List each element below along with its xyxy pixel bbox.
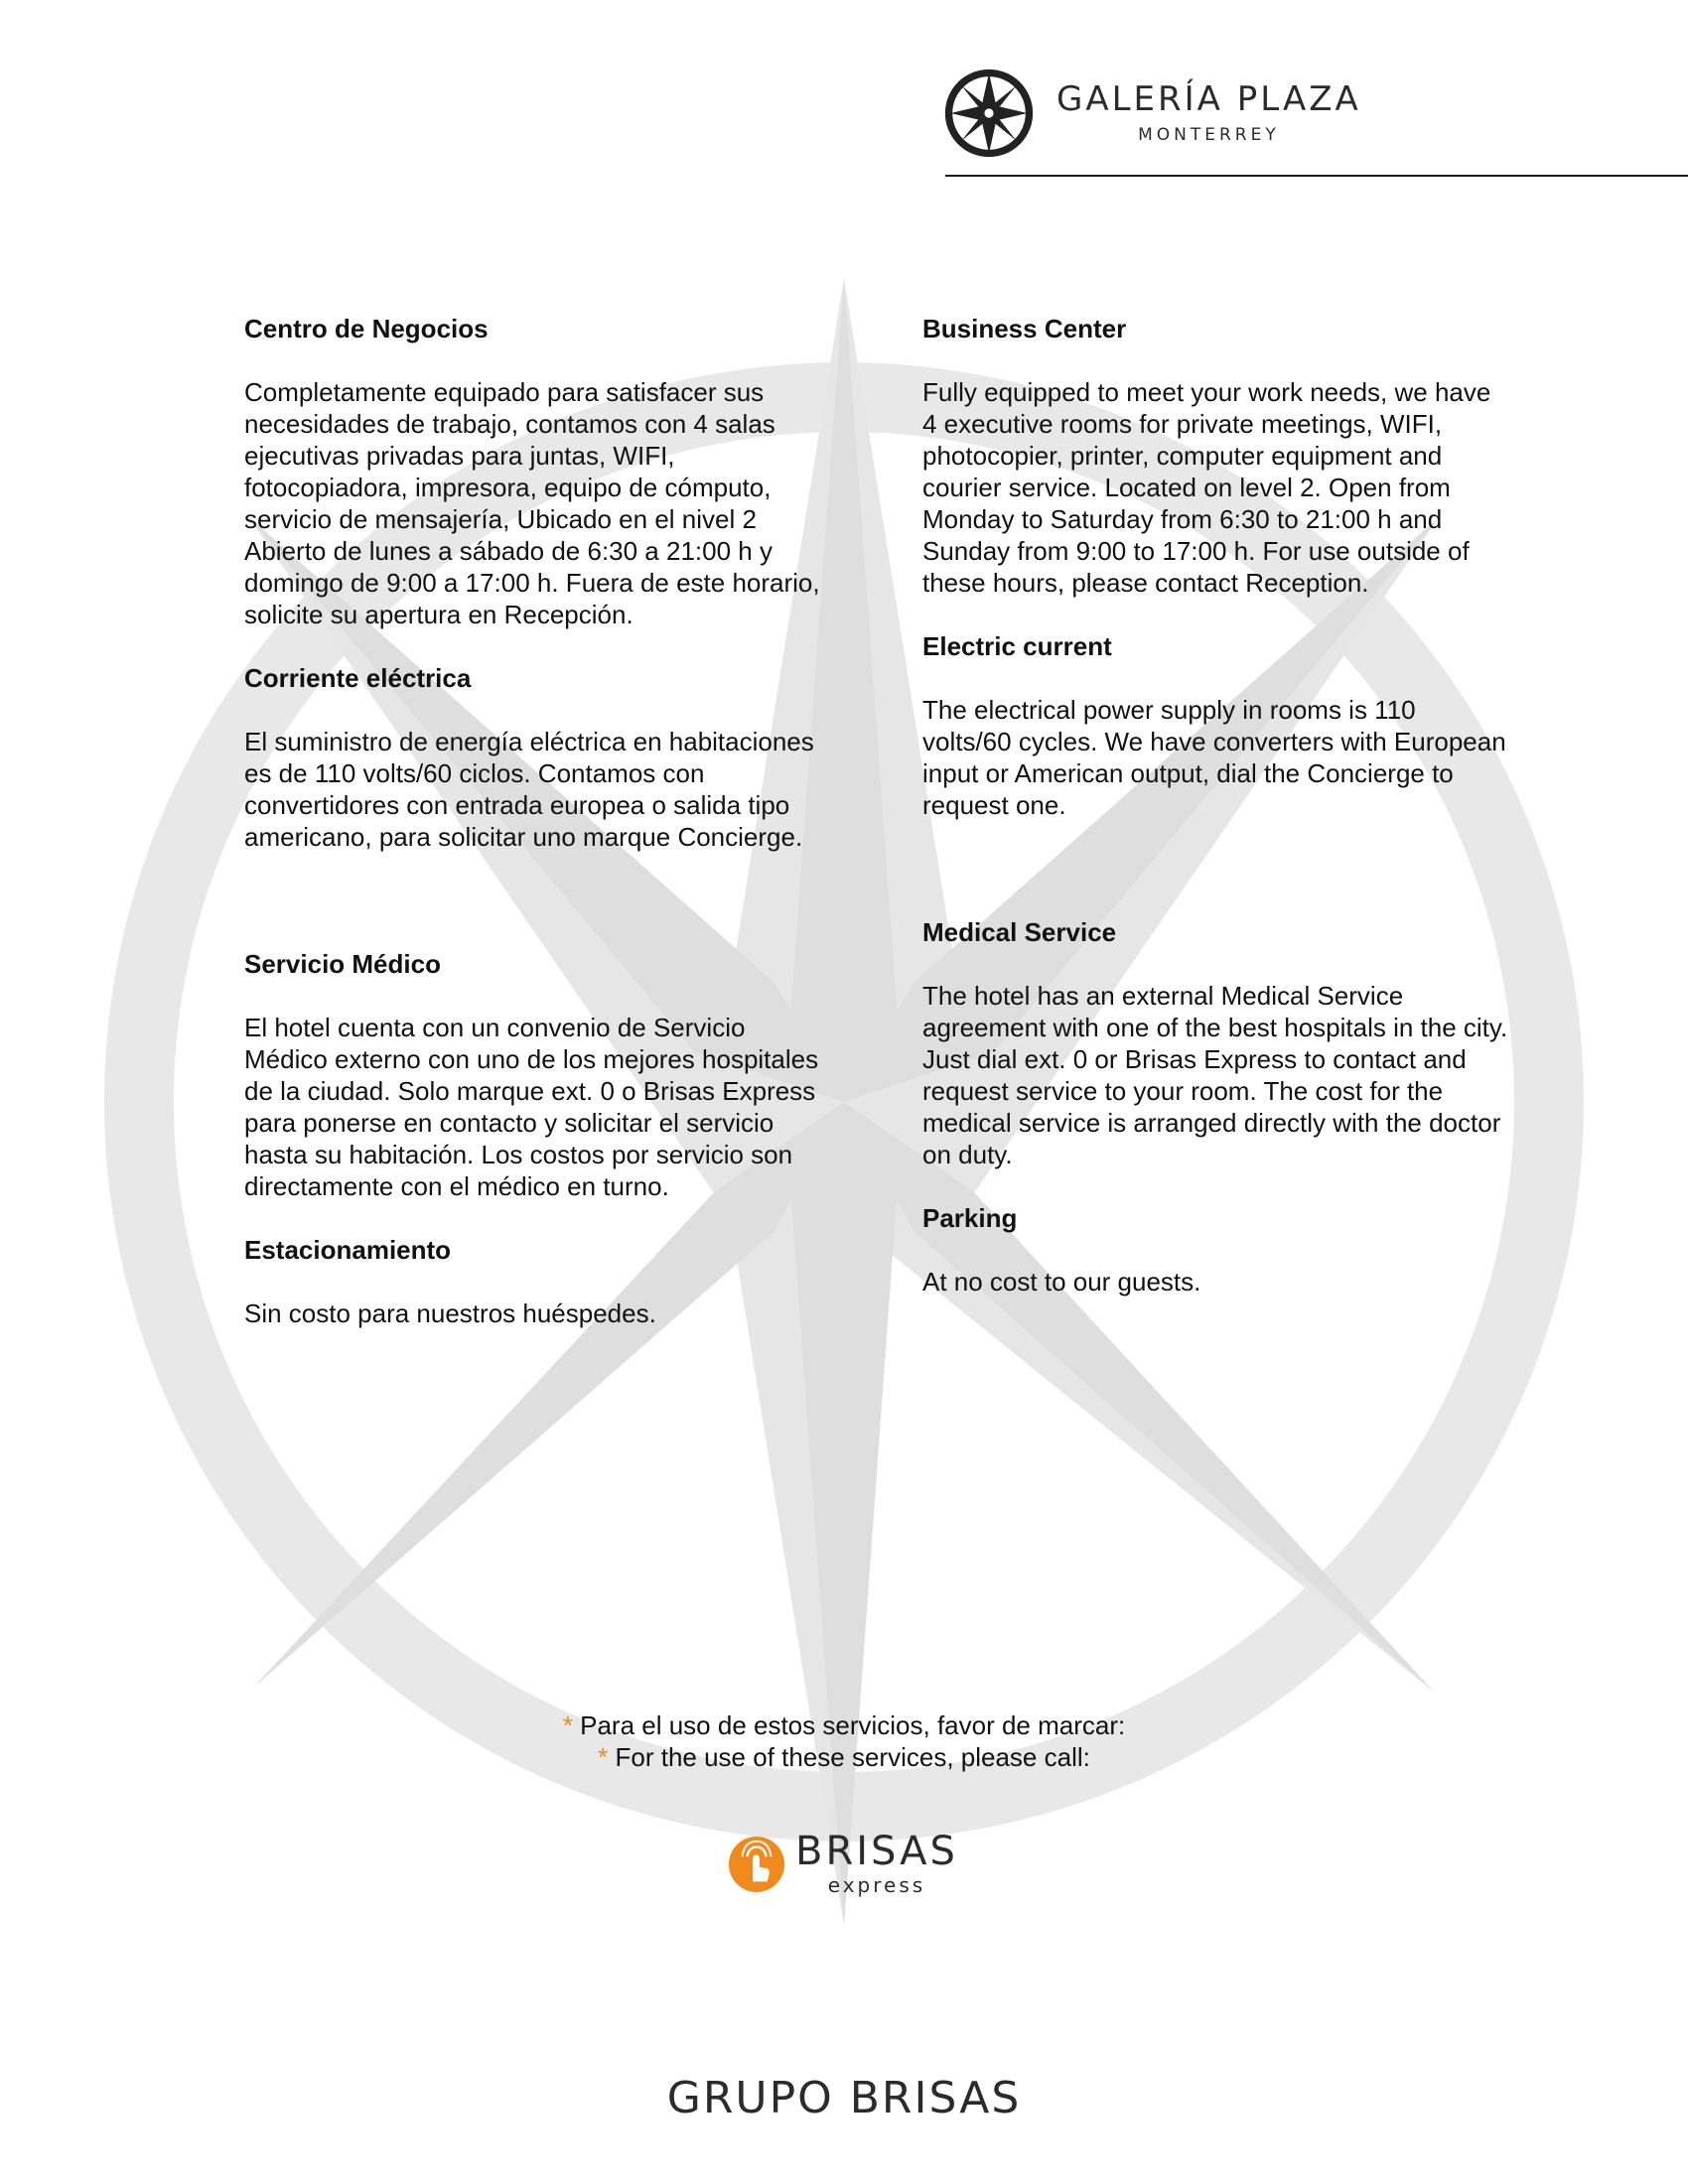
header-divider (945, 175, 1688, 177)
section-text-parking-en: At no cost to our guests. (922, 1267, 1201, 1297)
section-text-business-center-en: Fully equipped to meet your work needs, we have 4 executive rooms for private meetings, WIFI, photocopier, printer, computer equipment and courier service. Located on level 2. Open from Monday to Saturday from 6:30 to 21:00 h and Sunday from 9:00 to 17:00 h. For use outside of these hours, please contact Reception. (922, 377, 1491, 598)
english-column (922, 313, 1508, 1297)
brisas-express-logo (728, 1829, 958, 1897)
brisas-express-name: BRISAS (795, 1829, 958, 1874)
section-title-business-center-es: Centro de Negocios (244, 314, 489, 343)
footnote-spanish (0, 1709, 1688, 1741)
section-text-parking-es: Sin costo para nuestros huéspedes. (244, 1298, 656, 1328)
section-title-medical-es: Servicio Médico (244, 949, 441, 979)
asterisk-marker: * (598, 1742, 609, 1772)
compass-star-icon (943, 68, 1035, 159)
asterisk-marker: * (562, 1710, 573, 1740)
brisas-express-sub: express (827, 1873, 926, 1897)
section-title-parking-en: Parking (922, 1203, 1018, 1233)
galeria-plaza-logo (943, 68, 1361, 159)
section-title-electric-es: Corriente eléctrica (244, 663, 472, 693)
section-text-medical-es: El hotel cuenta con un convenio de Servicio Médico externo con uno de los mejores hospitales de la ciudad. Solo marque ext. 0 o Brisas Express para ponerse en contacto y solicitar el servicio hasta su habitación. Los costos por servicio son directamente con el médico en turno. (244, 1013, 819, 1201)
section-text-business-center-es: Completamente equipado para satisfacer sus necesidades de trabajo, contamos con 4 salas ejecutivas privadas para juntas, WIFI, fotocopiadora, impresora, equipo de cómputo, servicio de mensajería, Ubicado en el nivel 2 Abierto de lunes a sábado de 6:30 a 21:00 h y domingo de 9:00 a 17:00 h. Fuera de este horario, solicite su apertura en Recepción. (244, 377, 820, 629)
section-title-electric-en: Electric current (922, 631, 1112, 661)
brand-name: GALERÍA PLAZA (1056, 79, 1361, 120)
footnote-english-text: For the use of these services, please call: (615, 1742, 1090, 1772)
section-title-parking-es: Estacionamiento (244, 1235, 452, 1265)
grupo-brisas-logo: GRUPO BRISAS (666, 2073, 1022, 2123)
section-text-medical-en: The hotel has an external Medical Service agreement with one of the best hospitals in the city. Just dial ext. 0 or Brisas Express to contact and request service to your room. The cost for the medical service is arranged directly with the doctor on duty. (922, 981, 1508, 1169)
footnote-english (0, 1741, 1688, 1773)
section-title-business-center-en: Business Center (922, 314, 1127, 343)
brand-location: MONTERREY (1138, 124, 1280, 145)
footnote-spanish-text: Para el uso de estos servicios, favor de marcar: (580, 1710, 1126, 1740)
touch-hand-icon (728, 1836, 785, 1893)
footnote (0, 1709, 1688, 1773)
spanish-column (244, 313, 830, 1329)
section-text-electric-en: The electrical power supply in rooms is 110 volts/60 cycles. We have converters with European input or American output, dial the Concierge to request one. (922, 695, 1506, 820)
section-text-electric-es: El suministro de energía eléctrica en habitaciones es de 110 volts/60 ciclos. Contamos con convertidores con entrada europea o salida tipo americano, para solicitar uno marque Concierge. (244, 727, 814, 852)
section-title-medical-en: Medical Service (922, 917, 1117, 947)
